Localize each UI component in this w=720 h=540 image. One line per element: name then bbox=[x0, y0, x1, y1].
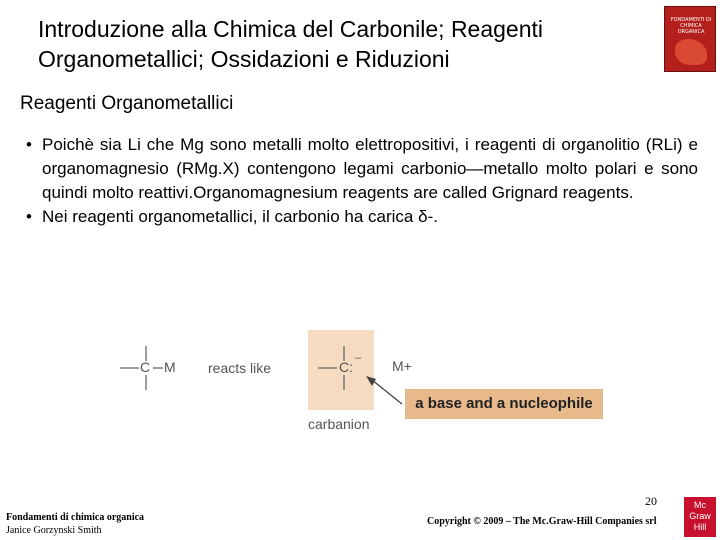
cation-label: M+ bbox=[392, 358, 412, 374]
book-cover-image bbox=[664, 6, 716, 72]
reaction-diagram bbox=[0, 300, 720, 450]
footer-author: Janice Gorzynski Smith bbox=[6, 525, 102, 536]
negative-charge: – bbox=[355, 352, 362, 364]
publisher-logo bbox=[684, 497, 716, 537]
title-line-1: Introduzione alla Chimica del Carbonile; Reagenti bbox=[38, 16, 544, 42]
arrow-line bbox=[372, 380, 402, 404]
left-carbon-label: C bbox=[140, 359, 151, 375]
footer-book-info bbox=[6, 511, 144, 537]
callout-box: a base and a nucleophile bbox=[405, 389, 603, 419]
bullet-item bbox=[26, 133, 698, 205]
bullet-text: Nei reagenti organometallici, il carbonio ha carica δ-. bbox=[42, 207, 438, 226]
book-cover-art bbox=[675, 39, 707, 65]
title-line-2: Organometallici; Ossidazioni e Riduzioni bbox=[38, 46, 450, 72]
slide-title bbox=[38, 14, 668, 74]
bullet-dot: • bbox=[26, 135, 32, 154]
carbanion-carbon-label: C: bbox=[339, 359, 353, 375]
bullet-list bbox=[26, 133, 698, 229]
bullet-item bbox=[26, 205, 698, 229]
footer-book-title: Fondamenti di chimica organica bbox=[6, 512, 145, 523]
bullet-text: Poichè sia Li che Mg sono metalli molto elettropositivi, i reagenti di organolitio (RLi) e organomagnesio (RMg.X) contengono legami carbonio—metallo molto polari e sono quindi molto reattivi.Organomagnesium reagents are called Grignard reagents. bbox=[42, 135, 698, 202]
reacts-like-label: reacts like bbox=[208, 360, 272, 376]
page-number: 20 bbox=[645, 494, 657, 508]
carbanion-label: carbanion bbox=[308, 416, 370, 432]
bullet-dot: • bbox=[26, 207, 32, 226]
copyright-text: Copyright © 2009 – The Mc.Graw-Hill Companies srl bbox=[427, 516, 657, 527]
logo-text: Mc Graw Hill bbox=[689, 500, 711, 532]
left-metal-label: M bbox=[164, 359, 176, 375]
book-cover-text: FONDAMENTI DI CHIMICA ORGANICA bbox=[670, 17, 712, 35]
section-heading: Reagenti Organometallici bbox=[20, 93, 234, 114]
